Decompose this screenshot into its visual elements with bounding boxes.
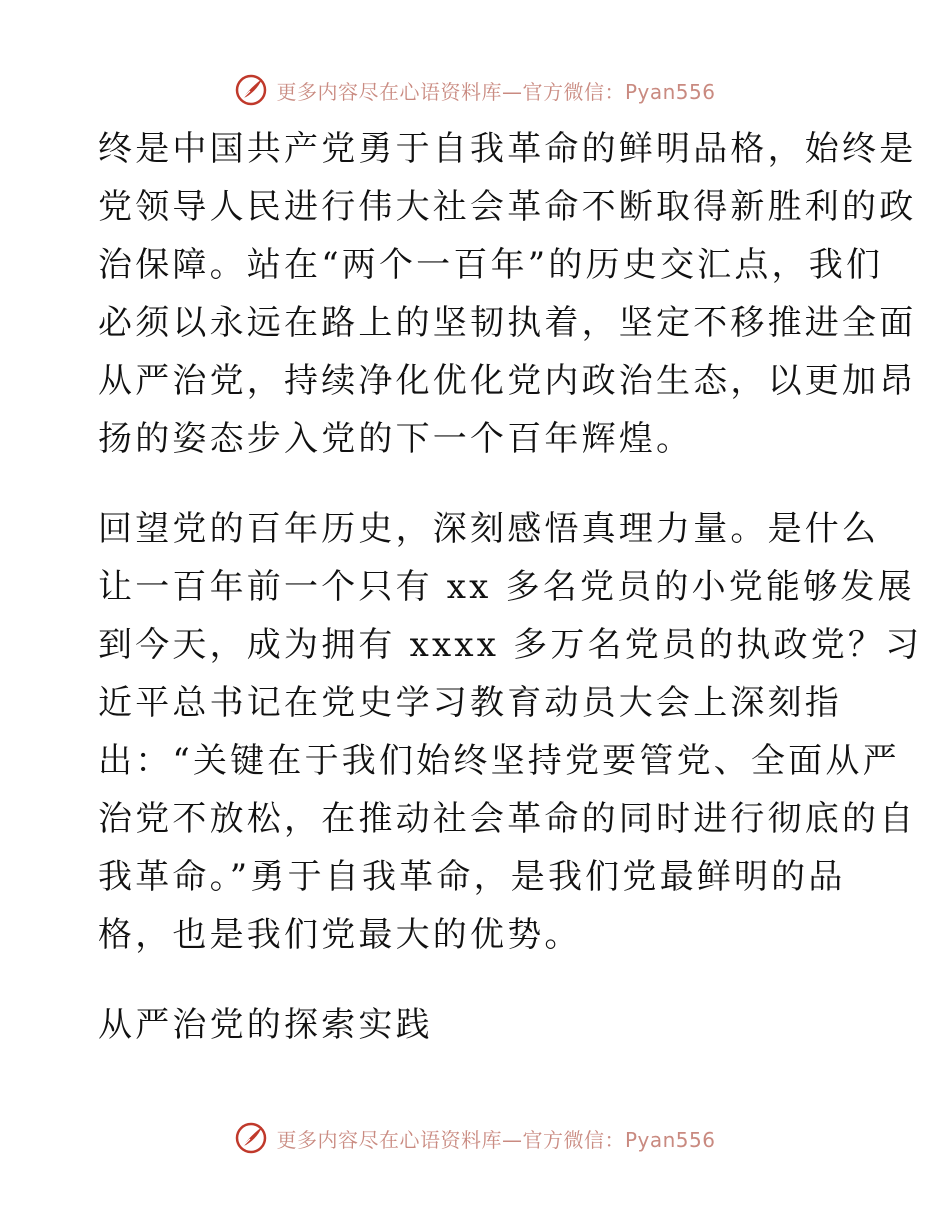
document-body (98, 120, 923, 1054)
paragraph-line: 让一百年前一个只有 xx 多名党员的小党能够发展 (98, 567, 915, 607)
paragraph-line: 治保障。站在“两个一百年”的历史交汇点，我们 (98, 245, 884, 285)
paragraph-line: 回望党的百年历史，深刻感悟真理力量。是什么 (98, 509, 880, 549)
paragraph-line: 从严治党，持续净化优化党内政治生态，以更加昂 (98, 361, 917, 401)
header-watermark-text: 更多内容尽在心语资料库—官方微信：Pyan556 (276, 79, 716, 104)
feather-pen-logo-icon (234, 73, 268, 107)
paragraph-spacer (98, 964, 858, 996)
paragraph-line: 我革命。”勇于自我革命，是我们党最鲜明的品 (98, 857, 846, 897)
paragraph-2 (98, 500, 923, 964)
feather-pen-logo-icon (234, 1121, 268, 1155)
paragraph-line: 近平总书记在党史学习教育动员大会上深刻指 (98, 683, 842, 723)
paragraph-spacer (98, 468, 858, 500)
paragraph-line: 必须以永远在路上的坚韧执着，坚定不移推进全面 (98, 303, 917, 343)
paragraph-line: 扬的姿态步入党的下一个百年辉煌。 (98, 419, 694, 459)
section-heading: 从严治党的探索实践 (98, 1005, 433, 1045)
paragraph-line: 终是中国共产党勇于自我革命的鲜明品格，始终是 (98, 129, 917, 169)
paragraph-line: 治党不放松，在推动社会革命的同时进行彻底的自 (98, 799, 917, 839)
paragraph-line: 党领导人民进行伟大社会革命不断取得新胜利的政 (98, 187, 917, 227)
header-watermark (0, 70, 950, 110)
paragraph-line: 到今天，成为拥有 xxxx 多万名党员的执政党？习 (98, 625, 923, 665)
paragraph-line: 格，也是我们党最大的优势。 (98, 915, 582, 955)
footer-watermark-text: 更多内容尽在心语资料库—官方微信：Pyan556 (276, 1127, 716, 1152)
paragraph-line: 出：“关键在于我们始终坚持党要管党、全面从严 (98, 741, 900, 781)
paragraph-1 (98, 120, 917, 468)
footer-watermark (0, 1118, 950, 1158)
